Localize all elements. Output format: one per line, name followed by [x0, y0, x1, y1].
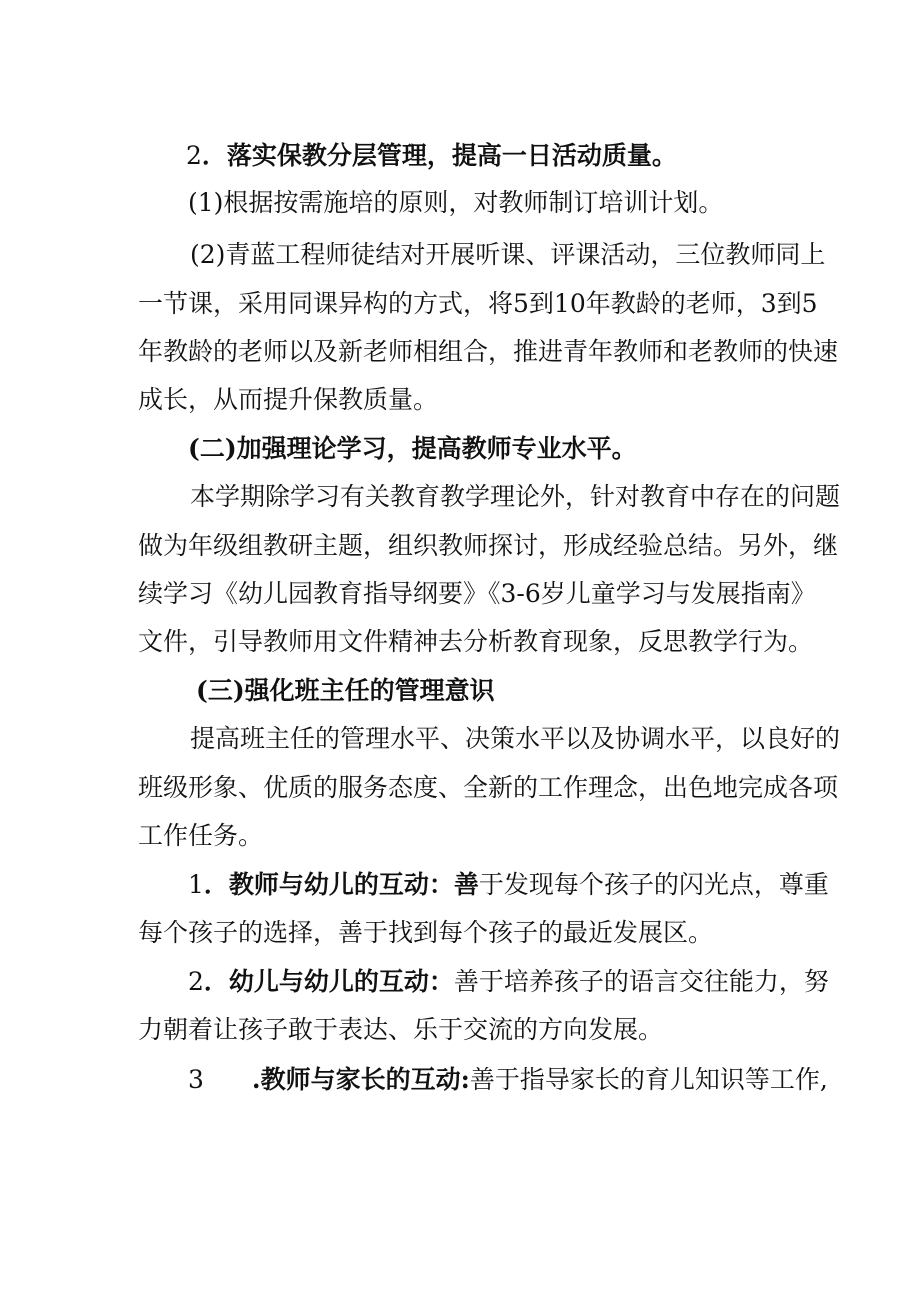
- list-item-2-cont: 力朝着让孩子敢于表达、乐于交流的方向发展。: [138, 1015, 664, 1044]
- section-heading-san: (三)强化班主任的管理意识: [196, 676, 495, 705]
- paragraph-4-line-1: 提高班主任的管理水平、决策水平以及协调水平，以良好的: [190, 724, 841, 753]
- section-heading-er: (二)加强理论学习，提高教师专业水平。: [188, 434, 637, 463]
- item-label: .教师与家长的互动:: [251, 1065, 470, 1094]
- paragraph-3-line-4: 文件，引导教师用文件精神去分析教育现象，反思教学行为。: [138, 627, 814, 656]
- paragraph-4-line-3: 工作任务。: [138, 821, 264, 850]
- item-label: ．幼儿与幼儿的互动：: [203, 967, 454, 996]
- paragraph-4-line-2: 班级形象、优质的服务态度、全新的工作理念，出色地完成各项: [138, 773, 839, 802]
- paragraph-2-line-3: 年教龄的老师以及新老师相组合，推进青年教师和老教师的快速: [138, 337, 839, 366]
- list-item-1: [188, 868, 829, 902]
- item-number: 1: [188, 870, 204, 899]
- paragraph-3-line-3: 续学习《幼儿园教育指导纲要》《3-6岁儿童学习与发展指南》: [138, 579, 816, 608]
- paragraph-1: (1)根据按需施培的原则，对教师制订培训计划。: [188, 188, 724, 217]
- paragraph-2-line-4: 成长，从而提升保教质量。: [138, 385, 439, 414]
- heading-text: ．落实保教分层管理，提高一日活动质量。: [201, 141, 677, 170]
- paragraph-3-line-2: 做为年级组教研主题，组织教师探讨，形成经验总结。另外，继: [138, 531, 839, 560]
- item-text: 善于培养孩子的语言交往能力，努: [453, 967, 829, 996]
- item-number: 2: [188, 967, 204, 996]
- list-item-1-cont: 每个孩子的选择，善于找到每个孩子的最近发展区。: [138, 918, 714, 947]
- section-heading-2: [186, 139, 677, 173]
- item-number: 3: [188, 1065, 204, 1094]
- paragraph-2-line-2: 一节课，采用同课异构的方式，将5到10年教龄的老师，3到5: [138, 289, 818, 318]
- item-label: ．教师与幼儿的互动：善: [203, 870, 479, 899]
- list-item-2: [188, 965, 829, 999]
- paragraph-3-line-1: 本学期除学习有关教育教学理论外，针对教育中存在的问题: [190, 482, 841, 511]
- list-item-3: [188, 1063, 828, 1097]
- item-text: 于发现每个孩子的闪光点，尊重: [478, 870, 829, 899]
- item-text: 善于指导家长的育儿知识等工作,: [469, 1065, 828, 1094]
- heading-number: 2: [186, 141, 202, 170]
- paragraph-2-line-1: (2)青蓝工程师徒结对开展听课、评课活动，三位教师同上: [190, 240, 826, 269]
